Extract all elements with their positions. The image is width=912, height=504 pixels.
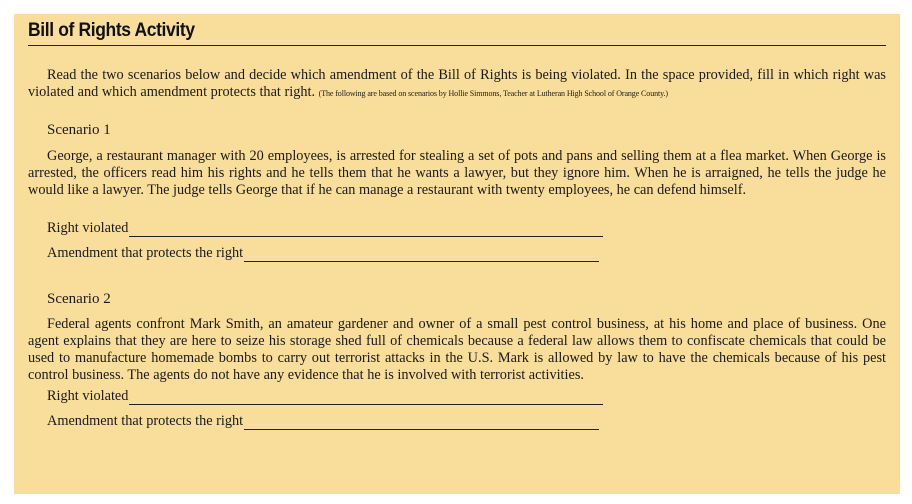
instructions-paragraph: [28, 67, 886, 102]
title-divider: [28, 45, 886, 46]
scenario-1-amendment-row: [47, 245, 599, 262]
scenario-1-heading: Scenario 1: [47, 122, 111, 138]
amendment-answer-line[interactable]: [244, 415, 599, 430]
right-violated-label: Right violated: [47, 388, 129, 404]
scenario-1-right-violated-row: [47, 220, 603, 237]
scenario-2-text: Federal agents confront Mark Smith, an amateur gardener and owner of a small pest control business, at his home and place of business. One agent explains that they are here to seize his storage shed full of chemicals because a federal law allows them to confiscate chemicals that could be used to manufacture homemade bombs to carry out terrorist attacks in the U.S. Mark is allowed by law to have the chemicals because of his pest control business. The agents do not have any evidence that he is involved with terrorist activities.: [28, 316, 886, 383]
right-violated-answer-line[interactable]: [129, 222, 603, 237]
amendment-label: Amendment that protects the right: [47, 413, 244, 429]
right-violated-label: Right violated: [47, 220, 129, 236]
amendment-label: Amendment that protects the right: [47, 245, 244, 261]
instructions-text: Read the two scenarios below and decide which amendment of the Bill of Rights is being violated. In the space provided, fill in which right was violated and which amendment protects that right.: [28, 67, 886, 100]
scenario-1-text: George, a restaurant manager with 20 employees, is arrested for stealing a set of pots and pans and selling them at a flea market. When George is arrested, the officers read him his rights and he tells them that he wants a lawyer, but they ignore him. When he is arraigned, he tells the judge he would like a lawyer. The judge tells George that if he can manage a restaurant with twenty employees, he can defend himself.: [28, 148, 886, 198]
scenario-2-right-violated-row: [47, 388, 603, 405]
worksheet-title: Bill of Rights Activity: [28, 20, 195, 41]
amendment-answer-line[interactable]: [244, 247, 599, 262]
worksheet-panel: [14, 14, 900, 494]
source-note: (The following are based on scenarios by Hollie Simmons, Teacher at Lutheran High School of Orange County.): [318, 89, 668, 98]
scenario-2-amendment-row: [47, 413, 599, 430]
scenario-2-heading: Scenario 2: [47, 291, 111, 307]
right-violated-answer-line[interactable]: [129, 390, 603, 405]
